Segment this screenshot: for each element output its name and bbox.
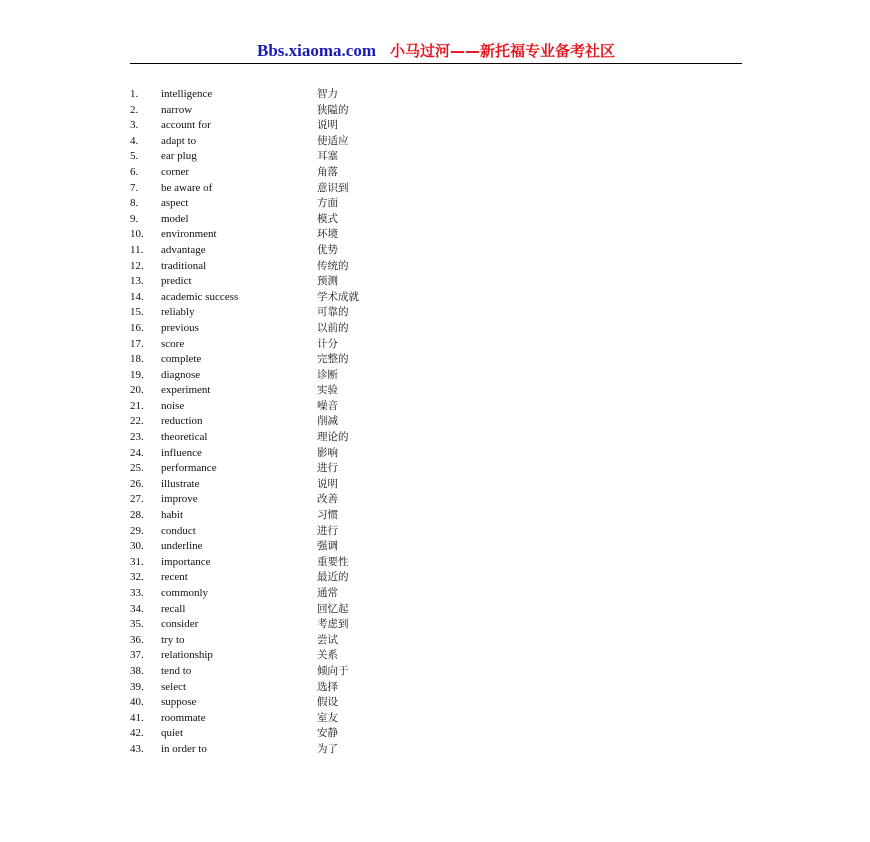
vocab-row <box>130 461 490 477</box>
vocab-row <box>130 508 490 524</box>
vocab-meaning: 进行 <box>317 524 338 537</box>
vocab-number: 24. <box>130 446 144 459</box>
vocab-number: 27. <box>130 493 144 506</box>
vocab-number: 14. <box>130 290 144 303</box>
vocab-row <box>130 695 490 711</box>
vocab-meaning: 诊断 <box>317 368 338 381</box>
header-title: 小马过河——新托福专业备考社区 <box>389 42 615 60</box>
vocab-number: 30. <box>130 540 144 553</box>
vocab-meaning: 习惯 <box>317 509 338 522</box>
vocab-word: be aware of <box>161 181 213 194</box>
vocab-row <box>130 118 490 134</box>
vocab-word: score <box>161 337 185 350</box>
vocab-number: 29. <box>130 524 144 537</box>
vocab-word: roommate <box>161 711 206 724</box>
vocab-row <box>130 446 490 462</box>
vocab-row <box>130 555 490 571</box>
vocab-word: consider <box>161 618 199 631</box>
vocab-word: narrow <box>161 103 193 116</box>
vocab-row <box>130 274 490 290</box>
vocab-word: improve <box>161 493 198 506</box>
vocab-meaning: 说明 <box>317 119 338 132</box>
vocab-meaning: 室友 <box>317 711 338 724</box>
vocab-word: environment <box>161 228 217 241</box>
vocab-word: recall <box>161 602 186 615</box>
vocab-word: corner <box>161 165 190 178</box>
vocab-row <box>130 352 490 368</box>
vocab-meaning: 学术成就 <box>317 290 359 303</box>
vocab-row <box>130 87 490 103</box>
vocab-meaning: 关系 <box>317 649 338 662</box>
vocab-word: experiment <box>161 384 211 397</box>
vocab-word: previous <box>161 321 199 334</box>
vocab-number: 33. <box>130 587 144 599</box>
vocab-meaning: 完整的 <box>317 353 349 366</box>
vocab-word: advantage <box>161 243 206 256</box>
vocab-row <box>130 399 490 415</box>
vocab-word: predict <box>161 275 192 288</box>
vocab-number: 42. <box>130 727 144 740</box>
vocab-meaning: 通常 <box>317 587 338 599</box>
vocab-meaning: 改善 <box>317 493 338 506</box>
vocab-word: influence <box>161 446 202 459</box>
vocab-meaning: 角落 <box>317 165 338 178</box>
vocab-row <box>130 602 490 618</box>
vocab-number: 9. <box>130 212 139 225</box>
vocab-meaning: 削减 <box>317 415 338 428</box>
vocab-row <box>130 524 490 540</box>
vocab-list <box>130 87 490 758</box>
vocab-meaning: 噪音 <box>317 399 338 412</box>
vocab-row <box>130 477 490 493</box>
header-rule <box>130 63 742 64</box>
vocab-row <box>130 165 490 181</box>
vocab-number: 35. <box>130 618 144 631</box>
vocab-meaning: 为了 <box>317 742 338 755</box>
vocab-row <box>130 539 490 555</box>
vocab-row <box>130 430 490 446</box>
vocab-meaning: 狭隘的 <box>317 103 349 116</box>
vocab-word: performance <box>161 462 217 475</box>
vocab-number: 40. <box>130 696 144 709</box>
vocab-row <box>130 337 490 353</box>
vocab-meaning: 重要性 <box>317 555 349 568</box>
vocab-number: 23. <box>130 431 144 444</box>
vocab-word: suppose <box>161 696 197 709</box>
vocab-meaning: 环境 <box>317 228 338 241</box>
vocab-meaning: 进行 <box>317 462 338 475</box>
site-url: Bbs.xiaoma.com <box>256 41 376 60</box>
vocab-meaning: 选择 <box>317 680 338 693</box>
vocab-number: 25. <box>130 462 144 475</box>
vocab-row <box>130 103 490 119</box>
vocab-row <box>130 134 490 150</box>
vocab-row <box>130 212 490 228</box>
vocab-meaning: 传统的 <box>317 259 349 272</box>
vocab-number: 4. <box>130 134 139 147</box>
vocab-number: 8. <box>130 197 139 210</box>
vocab-meaning: 倾向于 <box>317 664 349 677</box>
vocab-word: aspect <box>161 197 189 210</box>
vocab-row <box>130 321 490 337</box>
vocab-number: 34. <box>130 602 144 615</box>
vocab-number: 16. <box>130 321 144 334</box>
vocab-number: 15. <box>130 306 144 319</box>
vocab-row <box>130 648 490 664</box>
vocab-number: 6. <box>130 165 139 178</box>
vocab-meaning: 回忆起 <box>317 602 349 615</box>
vocab-number: 18. <box>130 353 144 366</box>
vocab-row <box>130 383 490 399</box>
vocab-word: reduction <box>161 415 203 428</box>
vocab-number: 37. <box>130 649 144 662</box>
vocab-number: 3. <box>130 119 139 132</box>
vocab-word: habit <box>161 509 183 522</box>
vocab-word: noise <box>161 399 185 412</box>
vocab-number: 17. <box>130 337 144 350</box>
vocab-meaning: 最近的 <box>317 571 349 584</box>
vocab-word: select <box>161 680 187 693</box>
vocab-meaning: 模式 <box>317 212 338 225</box>
vocab-word: quiet <box>161 727 183 740</box>
vocab-row <box>130 664 490 680</box>
vocab-number: 12. <box>130 259 144 272</box>
vocab-word: importance <box>161 555 211 568</box>
vocab-row <box>130 711 490 727</box>
vocab-word: tend to <box>161 664 192 677</box>
vocab-number: 19. <box>130 368 144 381</box>
vocab-word: adapt to <box>161 134 197 147</box>
vocab-meaning: 理论的 <box>317 431 349 444</box>
vocab-word: in order to <box>161 742 207 755</box>
vocab-word: reliably <box>161 306 195 319</box>
vocab-meaning: 耳塞 <box>317 150 338 163</box>
vocab-number: 13. <box>130 275 144 288</box>
vocab-word: illustrate <box>161 477 200 490</box>
vocab-word: diagnose <box>161 368 201 381</box>
vocab-row <box>130 414 490 430</box>
vocab-meaning: 以前的 <box>317 321 349 334</box>
vocab-number: 2. <box>130 103 139 116</box>
vocab-word: traditional <box>161 259 207 272</box>
vocab-row <box>130 586 490 602</box>
vocab-number: 10. <box>130 228 144 241</box>
vocab-meaning: 强调 <box>317 540 338 553</box>
vocab-meaning: 假设 <box>317 696 338 709</box>
vocab-number: 5. <box>130 150 139 163</box>
vocab-row <box>130 196 490 212</box>
vocab-meaning: 意识到 <box>317 181 349 194</box>
vocab-word: intelligence <box>161 88 213 100</box>
vocab-word: relationship <box>161 649 213 662</box>
vocab-number: 1. <box>130 88 139 100</box>
vocab-word: ear plug <box>161 150 197 163</box>
vocab-row <box>130 492 490 508</box>
vocab-row <box>130 680 490 696</box>
vocab-number: 43. <box>130 742 144 755</box>
vocab-row <box>130 368 490 384</box>
vocab-number: 32. <box>130 571 144 584</box>
vocab-row <box>130 726 490 742</box>
vocab-number: 21. <box>130 399 144 412</box>
vocab-number: 31. <box>130 555 144 568</box>
vocab-row <box>130 259 490 275</box>
vocab-number: 20. <box>130 384 144 397</box>
vocab-word: model <box>161 212 189 225</box>
vocab-number: 22. <box>130 415 144 428</box>
vocab-word: conduct <box>161 524 196 537</box>
vocab-word: academic success <box>161 290 239 303</box>
vocab-number: 11. <box>130 243 144 256</box>
vocab-word: commonly <box>161 587 209 599</box>
vocab-row <box>130 290 490 306</box>
vocab-word: recent <box>161 571 188 584</box>
vocab-word: theoretical <box>161 431 208 444</box>
vocab-row <box>130 149 490 165</box>
vocab-meaning: 说明 <box>317 477 338 490</box>
vocab-word: account for <box>161 119 211 132</box>
vocab-number: 28. <box>130 509 144 522</box>
vocab-number: 41. <box>130 711 144 724</box>
vocab-meaning: 智力 <box>317 88 338 100</box>
vocab-meaning: 预测 <box>317 275 338 288</box>
vocab-meaning: 考虑到 <box>317 618 349 631</box>
vocab-row <box>130 617 490 633</box>
vocab-meaning: 优势 <box>317 243 338 256</box>
vocab-meaning: 实验 <box>317 384 338 397</box>
vocab-number: 26. <box>130 477 144 490</box>
vocab-row <box>130 243 490 259</box>
vocab-row <box>130 633 490 649</box>
vocab-row <box>130 742 490 758</box>
vocab-row <box>130 570 490 586</box>
vocab-meaning: 计分 <box>317 337 338 350</box>
vocab-row <box>130 227 490 243</box>
vocab-number: 7. <box>130 181 139 194</box>
vocab-meaning: 影响 <box>317 446 338 459</box>
vocab-word: underline <box>161 540 203 553</box>
vocab-meaning: 尝试 <box>317 633 338 646</box>
vocab-word: complete <box>161 353 202 366</box>
vocab-row <box>130 181 490 197</box>
page-header <box>130 40 742 61</box>
vocab-meaning: 可靠的 <box>317 306 349 319</box>
vocab-row <box>130 305 490 321</box>
vocab-number: 39. <box>130 680 144 693</box>
vocab-number: 36. <box>130 633 144 646</box>
vocab-number: 38. <box>130 664 144 677</box>
vocab-meaning: 安静 <box>317 727 338 740</box>
vocab-meaning: 使适应 <box>317 134 349 147</box>
vocab-meaning: 方面 <box>317 197 338 210</box>
vocab-word: try to <box>161 633 185 646</box>
